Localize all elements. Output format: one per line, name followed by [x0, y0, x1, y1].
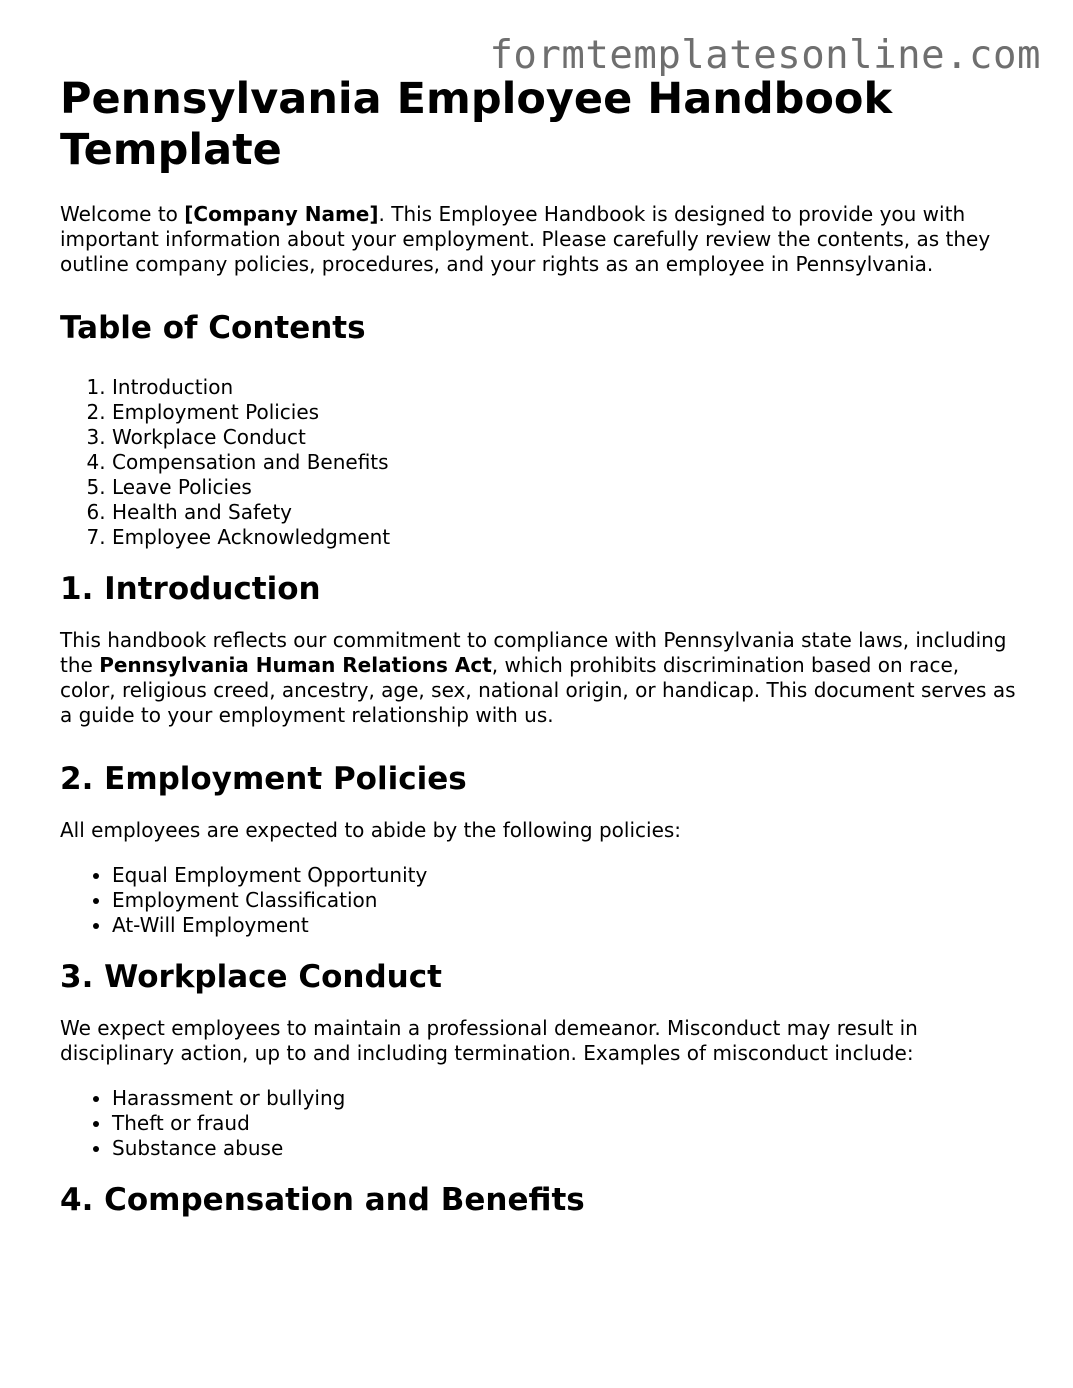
list-item: • Harassment or bullying	[112, 1086, 1020, 1111]
section-1-heading: 1. Introduction	[60, 571, 321, 607]
section-3-heading: 3. Workplace Conduct	[60, 959, 442, 995]
document-title: Pennsylvania Employee Handbook Template	[60, 74, 893, 175]
section-1-text-before: This handbook reflects our commitment to compliance with Pennsylvania state laws, including the	[60, 628, 1007, 677]
section-1-text-after: , which prohibits discrimination based on race, color, religious creed, ancestry, age, sex, national origin, or handicap. This document serves as a guide to your employment relationship with us.	[60, 653, 1016, 727]
toc-heading: Table of Contents	[60, 310, 366, 346]
section-3-paragraph: We expect employees to maintain a professional demeanor. Misconduct may result in disciplinary action, up to and including termination. Examples of misconduct include:	[60, 1016, 918, 1065]
toc-list	[60, 375, 1020, 550]
list-item: • At-Will Employment	[112, 913, 1020, 938]
toc-item: 3. Workplace Conduct	[112, 425, 1020, 450]
company-name-placeholder: [Company Name]	[184, 202, 379, 226]
list-item: • Employment Classification	[112, 888, 1020, 913]
section-2-paragraph: All employees are expected to abide by the following policies:	[60, 818, 682, 842]
section-4-heading: 4. Compensation and Benefits	[60, 1182, 585, 1218]
toc-item: 1. Introduction	[112, 375, 1020, 400]
section-2-heading: 2. Employment Policies	[60, 761, 467, 797]
intro-paragraph	[60, 202, 1020, 277]
section-1-paragraph	[60, 628, 1020, 728]
toc-item: 6. Health and Safety	[112, 500, 1020, 525]
list-item: • Theft or fraud	[112, 1111, 1020, 1136]
toc-item: 5. Leave Policies	[112, 475, 1020, 500]
list-item: • Equal Employment Opportunity	[112, 863, 1020, 888]
misconduct-list	[60, 1086, 1020, 1161]
act-name: Pennsylvania Human Relations Act	[99, 653, 492, 677]
policies-list	[60, 863, 1020, 938]
list-item: • Substance abuse	[112, 1136, 1020, 1161]
document-page	[60, 74, 1020, 1239]
watermark-text: formtemplatesonline.com	[489, 33, 1041, 78]
toc-item: 7. Employee Acknowledgment	[112, 525, 1020, 550]
toc-item: 2. Employment Policies	[112, 400, 1020, 425]
intro-suffix: . This Employee Handbook is designed to provide you with important information about your employment. Please carefully review the contents, as they outline company policies, procedures, and your rights as an employee in Pennsylvania.	[60, 202, 991, 276]
intro-prefix: Welcome to	[60, 202, 185, 226]
toc-item: 4. Compensation and Benefits	[112, 450, 1020, 475]
